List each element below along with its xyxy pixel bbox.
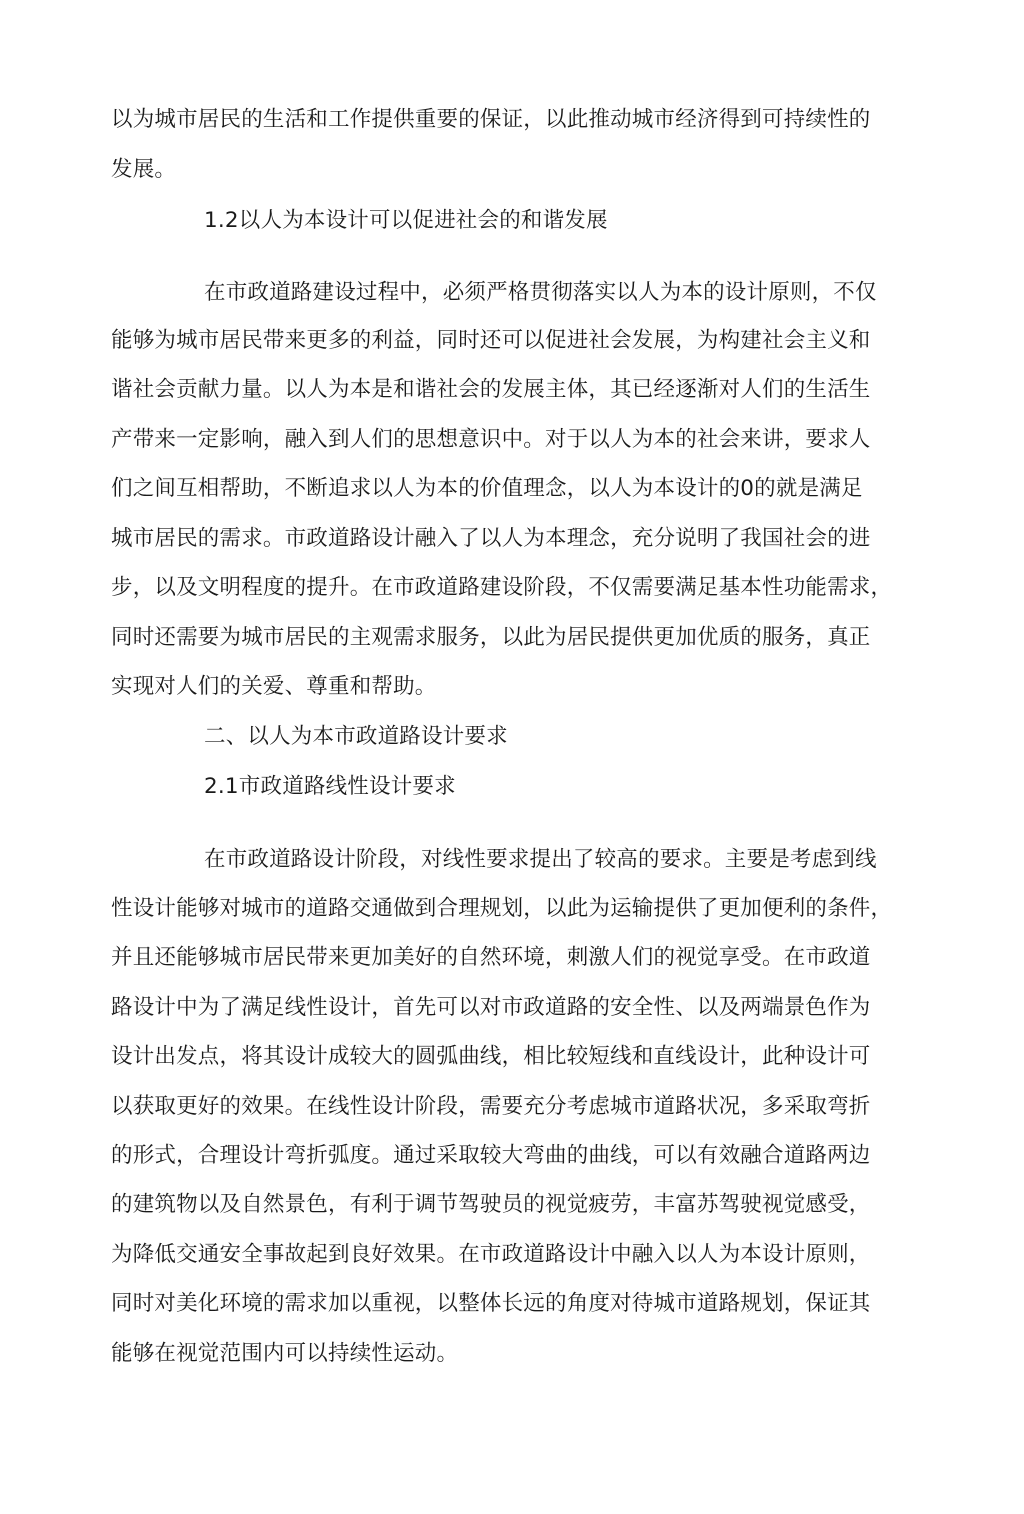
body-text-line: 产带来一定影响，融入到人们的思想意识中。对于以人为本的社会来讲，要求人	[111, 427, 871, 452]
body-text-line: 并且还能够城市居民带来更加美好的自然环境，刺激人们的视觉享受。在市政道	[111, 945, 871, 970]
body-text-line: 设计出发点，将其设计成较大的圆弧曲线，相比较短线和直线设计，此种设计可	[111, 1044, 871, 1069]
section-heading-2-1: 2.1市政道路线性设计要求	[204, 774, 456, 799]
body-text-line: 们之间互相帮助，不断追求以人为本的价值理念，以人为本设计的0的就是满足	[111, 476, 863, 501]
body-text-line: 能够为城市居民带来更多的利益，同时还可以促进社会发展，为构建社会主义和	[111, 328, 871, 353]
body-text-line: 谐社会贡献力量。以人为本是和谐社会的发展主体，其已经逐渐对人们的生活生	[111, 377, 871, 402]
body-text-line: 能够在视觉范围内可以持续性运动。	[111, 1341, 459, 1366]
body-text-line: 以为城市居民的生活和工作提供重要的保证，以此推动城市经济得到可持续性的	[111, 107, 871, 132]
body-text-line: 的建筑物以及自然景色，有利于调节驾驶员的视觉疲劳，丰富苏驾驶视觉感受，	[111, 1192, 871, 1217]
body-text-line: 步，以及文明程度的提升。在市政道路建设阶段，不仅需要满足基本性功能需求，	[111, 575, 893, 600]
chapter-heading-2: 二、以人为本市政道路设计要求	[204, 724, 508, 749]
paragraph-first-line: 在市政道路设计阶段，对线性要求提出了较高的要求。主要是考虑到线	[204, 847, 877, 872]
paragraph-first-line: 在市政道路建设过程中，必须严格贯彻落实以人为本的设计原则，不仅	[204, 280, 877, 305]
body-text-line: 路设计中为了满足线性设计，首先可以对市政道路的安全性、以及两端景色作为	[111, 995, 871, 1020]
body-text-line: 发展。	[111, 157, 177, 182]
body-text-line: 以获取更好的效果。在线性设计阶段，需要充分考虑城市道路状况，多采取弯折	[111, 1094, 871, 1119]
body-text-line: 同时还需要为城市居民的主观需求服务，以此为居民提供更加优质的服务，真正	[111, 625, 871, 650]
body-text-line: 为降低交通安全事故起到良好效果。在市政道路设计中融入以人为本设计原则，	[111, 1242, 871, 1267]
body-text-line: 性设计能够对城市的道路交通做到合理规划，以此为运输提供了更加便利的条件，	[111, 896, 893, 921]
body-text-line: 同时对美化环境的需求加以重视，以整体长远的角度对待城市道路规划，保证其	[111, 1291, 871, 1316]
body-text-line: 城市居民的需求。市政道路设计融入了以人为本理念，充分说明了我国社会的进	[111, 526, 871, 551]
body-text-line: 的形式，合理设计弯折弧度。通过采取较大弯曲的曲线，可以有效融合道路两边	[111, 1143, 871, 1168]
section-heading-1-2: 1.2以人为本设计可以促进社会的和谐发展	[204, 208, 608, 233]
body-text-line: 实现对人们的关爱、尊重和帮助。	[111, 674, 437, 699]
